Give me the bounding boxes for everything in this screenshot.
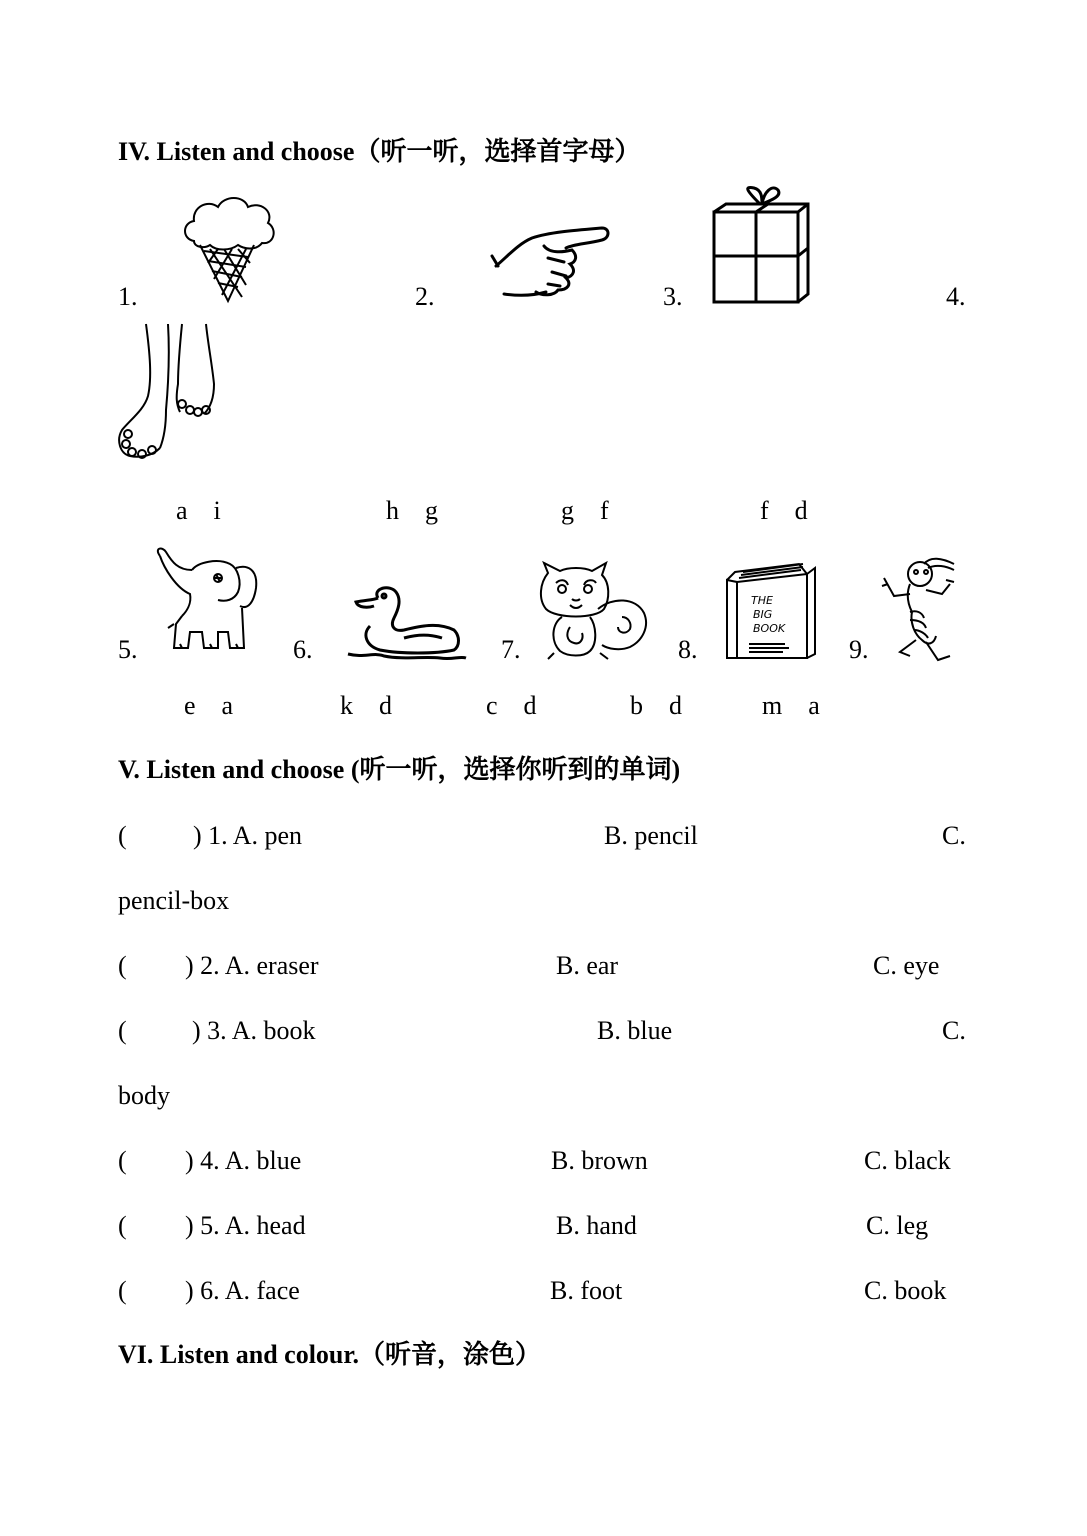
ant-picture (880, 560, 960, 660)
item-number-5: 5. (118, 635, 138, 664)
book-title-big: BIG (753, 608, 773, 621)
big-book-picture (723, 558, 817, 658)
ice-cream-picture (180, 193, 278, 303)
foot-picture (116, 324, 220, 464)
answer-paren-6[interactable]: ( (118, 1276, 127, 1305)
section-4-title: IV. Listen and choose（听一听，选择首字母） (118, 137, 641, 166)
question-4-option-b: B. brown (551, 1146, 648, 1175)
question-4-option-c: C. black (864, 1146, 951, 1175)
question-1-option-c-label: C. (942, 821, 966, 850)
item-number-9: 9. (849, 635, 869, 664)
choice-row2-item2: k d (340, 691, 393, 720)
question-5-option-c: C. leg (866, 1211, 929, 1240)
item-number-6: 6. (293, 635, 313, 664)
question-6-option-c: C. book (864, 1276, 947, 1305)
question-4-option-a: ) 4. A. blue (185, 1146, 302, 1175)
choice-row2-item5: m a (762, 691, 820, 720)
elephant-picture (152, 548, 262, 656)
question-3-option-a: ) 3. A. book (192, 1016, 316, 1045)
duck-picture (344, 586, 466, 660)
answer-paren-1[interactable]: ( (118, 821, 127, 850)
choice-row1-item3: g f (561, 496, 609, 525)
item-number-4: 4. (946, 282, 966, 311)
section-5-title: V. Listen and choose (听一听，选择你听到的单词) (118, 755, 681, 784)
item-number-2: 2. (415, 282, 435, 311)
choice-row1-item1: a i (176, 496, 221, 525)
choice-row1-item2: h g (386, 496, 439, 525)
question-6-option-b: B. foot (550, 1276, 623, 1305)
question-1-option-a: ) 1. A. pen (193, 821, 303, 850)
answer-paren-5[interactable]: ( (118, 1211, 127, 1240)
answer-paren-4[interactable]: ( (118, 1146, 127, 1175)
item-number-8: 8. (678, 635, 698, 664)
question-2-option-c: C. eye (873, 951, 940, 980)
question-1-option-b: B. pencil (604, 821, 698, 850)
squirrel-picture (532, 561, 650, 659)
choice-row2-item3: c d (486, 691, 537, 720)
choice-row1-item4: f d (760, 496, 808, 525)
question-2-option-b: B. ear (556, 951, 619, 980)
item-number-7: 7. (501, 635, 521, 664)
choice-row2-item4: b d (630, 691, 683, 720)
item-number-1: 1. (118, 282, 138, 311)
question-2-option-a: ) 2. A. eraser (185, 951, 319, 980)
question-6-option-a: ) 6. A. face (185, 1276, 300, 1305)
section-6-title: VI. Listen and colour.（听音，涂色） (118, 1340, 542, 1369)
gift-box-picture (710, 184, 810, 304)
item-number-3: 3. (663, 282, 683, 311)
choice-row2-item1: e a (184, 691, 234, 720)
question-3-option-b: B. blue (597, 1016, 673, 1045)
answer-paren-3[interactable]: ( (118, 1016, 127, 1045)
answer-paren-2[interactable]: ( (118, 951, 127, 980)
book-title-the: THE (751, 594, 773, 607)
question-3-option-c-label: C. (942, 1016, 966, 1045)
pointing-hand-picture (492, 222, 612, 302)
question-5-option-b: B. hand (556, 1211, 637, 1240)
question-1-option-c-text: pencil-box (118, 886, 230, 915)
question-3-option-c-text: body (118, 1081, 170, 1110)
book-title-book: BOOK (753, 622, 786, 635)
question-5-option-a: ) 5. A. head (185, 1211, 306, 1240)
